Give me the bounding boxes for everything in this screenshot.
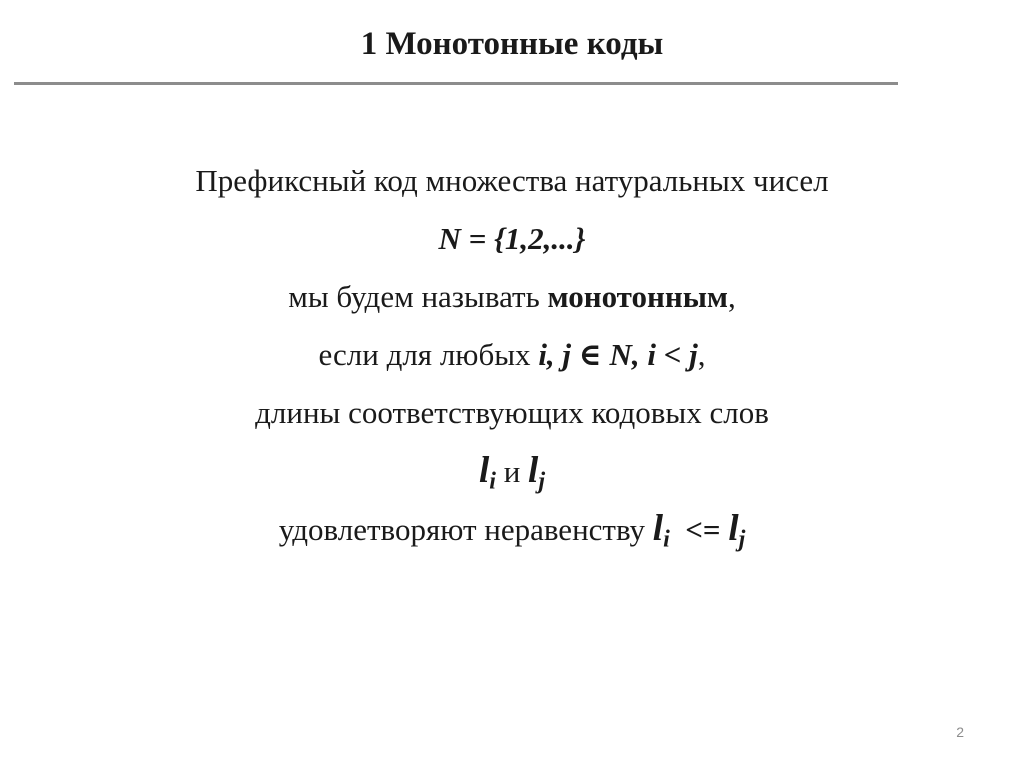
page-number: 2 [956, 724, 964, 740]
term-monotone: монотонным [547, 279, 729, 314]
definition-line-5: длины соответствующих кодовых слов [255, 395, 769, 430]
length-symbol: l [728, 508, 739, 549]
index-variables: i, j [538, 337, 572, 372]
definition-text [0, 152, 1024, 558]
subscript-i: i [489, 468, 496, 495]
set-definition: N = {1,2,...} [438, 221, 586, 256]
definition-line-3-text: мы будем называть [288, 279, 548, 314]
conjunction-and: и [503, 454, 521, 489]
subscript-j: j [538, 468, 545, 495]
definition-line-3 [0, 268, 1024, 326]
subscript-i: i [663, 526, 670, 553]
subscript-j: j [738, 526, 746, 553]
less-equal-operator: <= [685, 512, 721, 547]
inequality-text: удовлетворяют неравенству [278, 512, 653, 547]
title-divider [14, 82, 898, 85]
inequality-line [0, 500, 1024, 558]
slide-title: 1 Монотонные коды [360, 26, 664, 62]
length-symbol: l [652, 508, 664, 549]
comma: , [728, 279, 736, 314]
definition-line-1: Префиксный код множества натуральных чисел [195, 163, 829, 198]
definition-line-4 [0, 326, 1024, 384]
codeword-lengths [0, 442, 1024, 500]
comma: , [697, 337, 706, 372]
length-symbol: l [479, 450, 490, 491]
length-symbol: l [528, 450, 539, 491]
index-condition: N, i < j [609, 337, 698, 372]
element-of-symbol: ∈ [578, 337, 602, 372]
definition-line-4-text: если для любых [318, 337, 539, 372]
